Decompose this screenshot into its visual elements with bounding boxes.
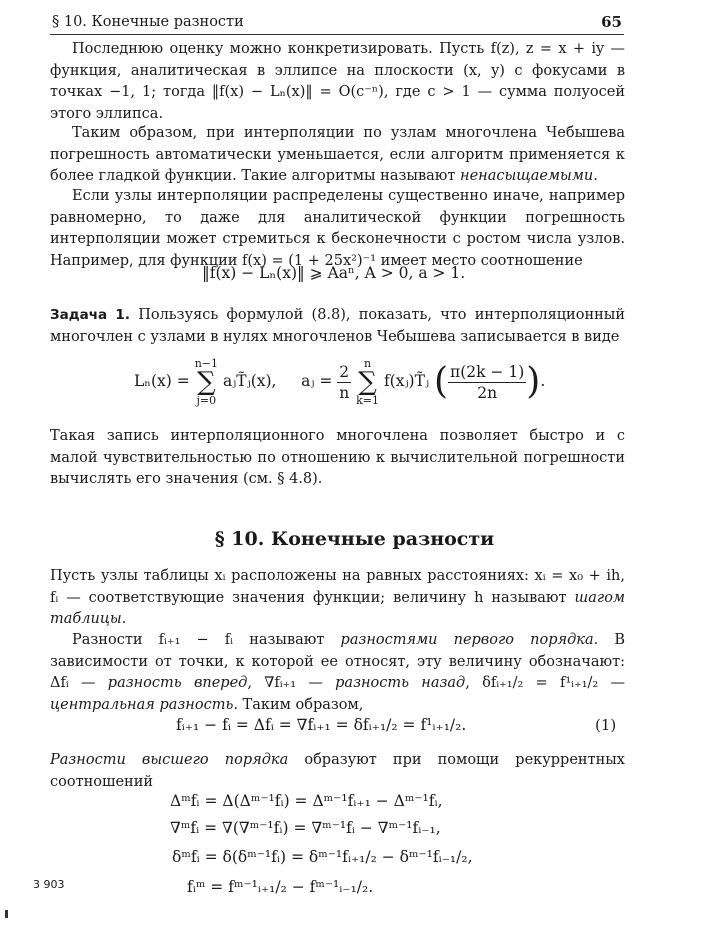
recurrence-forward: Δᵐfᵢ = Δ(Δᵐ⁻¹fᵢ) = Δᵐ⁻¹fᵢ₊₁ − Δᵐ⁻¹fᵢ, (170, 792, 443, 810)
fraction-numerator: 2 (339, 362, 350, 381)
running-header (50, 10, 624, 35)
term-backward-difference: разность назад (335, 675, 466, 692)
fraction (448, 362, 526, 403)
equation-divergence: ‖f(x) − Lₙ(x)‖ ⩾ Aaⁿ, A > 0, a > 1. (202, 264, 466, 282)
sigma-symbol: ∑ (358, 367, 377, 397)
task-label: Задача 1. (50, 307, 130, 323)
paragraph-text: Такая запись интерполяционного многочлена позволяет быстро и с малой чувствительностью по отношению к вычислительной погрешности вычислять его значения (см. § 4.8). (50, 428, 625, 488)
scan-mark (5, 910, 8, 918)
big-paren-left: ( (433, 361, 449, 402)
recurrence-central: δᵐfᵢ = δ(δᵐ⁻¹fᵢ) = δᵐ⁻¹fᵢ₊₁/₂ − δᵐ⁻¹fᵢ₋₁/₂, (172, 848, 473, 866)
formula-term: aⱼT̃ⱼ(x), (222, 372, 277, 390)
big-paren-right: ) (526, 361, 541, 402)
equation-chebyshev-sum (134, 357, 545, 407)
paragraph-higher-order (50, 750, 625, 793)
section-title: § 10. Конечные разности (214, 528, 495, 550)
paragraph-text: . В зависимости от точки, к которой ее относят, эту величину обозначают: Δfᵢ — (50, 632, 625, 692)
term-first-order: разностями первого порядка (340, 632, 594, 648)
paragraph-chebyshev-remark (50, 426, 625, 491)
page-number: 65 (601, 13, 622, 31)
equation-number: (1) (595, 716, 617, 734)
running-header-title: § 10. Конечные разности (52, 14, 244, 30)
paragraph-first-order-differences (50, 630, 625, 716)
paragraph-uniform-nodes (50, 186, 625, 272)
term-forward-difference: разность вперед (107, 675, 248, 692)
task-1 (50, 305, 625, 348)
paragraph-text: Пусть узлы таблицы xᵢ расположены на равных расстояниях: xᵢ = x₀ + ih, fᵢ — соответствующие значения функции; величину h называют (50, 568, 625, 606)
sum-operator (356, 357, 379, 407)
paragraph-table-nodes: Пусть узлы таблицы xᵢ расположены на равных расстояниях: xᵢ = x₀ + ih, fᵢ — соответствующие значения функции; величину h называют шагом таблицы. (50, 568, 625, 628)
term-table-step: шагом таблицы (50, 589, 625, 628)
paragraph-text: . Таким образом, (233, 696, 364, 713)
fraction-denominator: 2n (477, 383, 498, 402)
sum-upper-limit: n (364, 357, 372, 370)
task-text: Пользуясь формулой (8.8), показать, что интерполяционный многочлен с узлами в нулях многочленов Чебышева записывается в виде (50, 307, 625, 345)
term-higher-order: Разности высшего порядка (50, 752, 289, 768)
paragraph-text: , δfᵢ₊₁/₂ = f¹ᵢ₊₁/₂ — (465, 675, 625, 692)
paragraph-text: Таким образом, при интерполяции по узлам многочлена Чебышева погрешность автоматически уменьшается, если алгоритм применяется к более гладкой функции. Такие алгоритмы называют (50, 125, 625, 185)
paragraph-text: Последнюю оценку можно конкретизировать. Пусть f(z), z = x + iy — функция, аналитическая в эллипсе на плоскости (x, y) с фокусами в точках −1, 1; тогда ‖f(x) − Lₙ(x)‖ = O(c⁻ⁿ), где c > 1 — сумма полуосей этого эллипса. (50, 41, 625, 122)
recurrence-backward: ∇ᵐfᵢ = ∇(∇ᵐ⁻¹fᵢ) = ∇ᵐ⁻¹fᵢ − ∇ᵐ⁻¹fᵢ₋₁, (170, 819, 441, 837)
sum-operator (195, 357, 218, 407)
paragraph-text: образуют при помощи рекуррентных соотношений (50, 752, 625, 790)
equation-1: fᵢ₊₁ − fᵢ = Δfᵢ = ∇fᵢ₊₁ = δfᵢ₊₁/₂ = f¹ᵢ₊₁/₂. (176, 716, 467, 734)
formula-coefficient: aⱼ = (301, 372, 333, 390)
printer-signature: 3 903 (33, 878, 65, 891)
sigma-symbol: ∑ (197, 367, 216, 397)
sum-lower-limit: j=0 (196, 394, 217, 407)
term-central-difference: центральная разность (50, 696, 234, 713)
paragraph-text: Разности fᵢ₊₁ − fᵢ называют (72, 632, 341, 648)
formula-period: . (540, 372, 546, 390)
paragraph-text: , ∇fᵢ₊₁ — (247, 675, 336, 692)
formula-term: f(xⱼ)T̃ⱼ (383, 372, 430, 390)
fraction-numerator: π(2k − 1) (450, 362, 525, 381)
sum-upper-limit: n−1 (194, 357, 218, 370)
fraction-denominator: n (339, 383, 350, 402)
formula-lhs: Lₙ(x) = (134, 372, 190, 390)
paragraph-chebyshev-nodes: Таким образом, при интерполяции по узлам многочлена Чебышева погрешность автоматически уменьшается, если алгоритм применяется к более гладкой функции. Такие алгоритмы называют ненасыщаемыми. (50, 125, 625, 185)
term-unsaturated: ненасыщаемыми (460, 168, 594, 185)
paragraph-text: Если узлы интерполяции распределены существенно иначе, например равномерно, то даже для аналитической функции погрешность интерполяции может стремиться к бесконечности с ростом числа узлов. Например, для функции f(x) = (1 + 25x²)⁻¹ имеет место соотношение (50, 188, 625, 269)
fraction (337, 362, 351, 403)
paragraph-ellipse-estimate (50, 39, 625, 125)
sum-lower-limit: k=1 (356, 394, 379, 407)
recurrence-upper-index: fᵢᵐ = fᵐ⁻¹ᵢ₊₁/₂ − fᵐ⁻¹ᵢ₋₁/₂. (187, 878, 374, 896)
